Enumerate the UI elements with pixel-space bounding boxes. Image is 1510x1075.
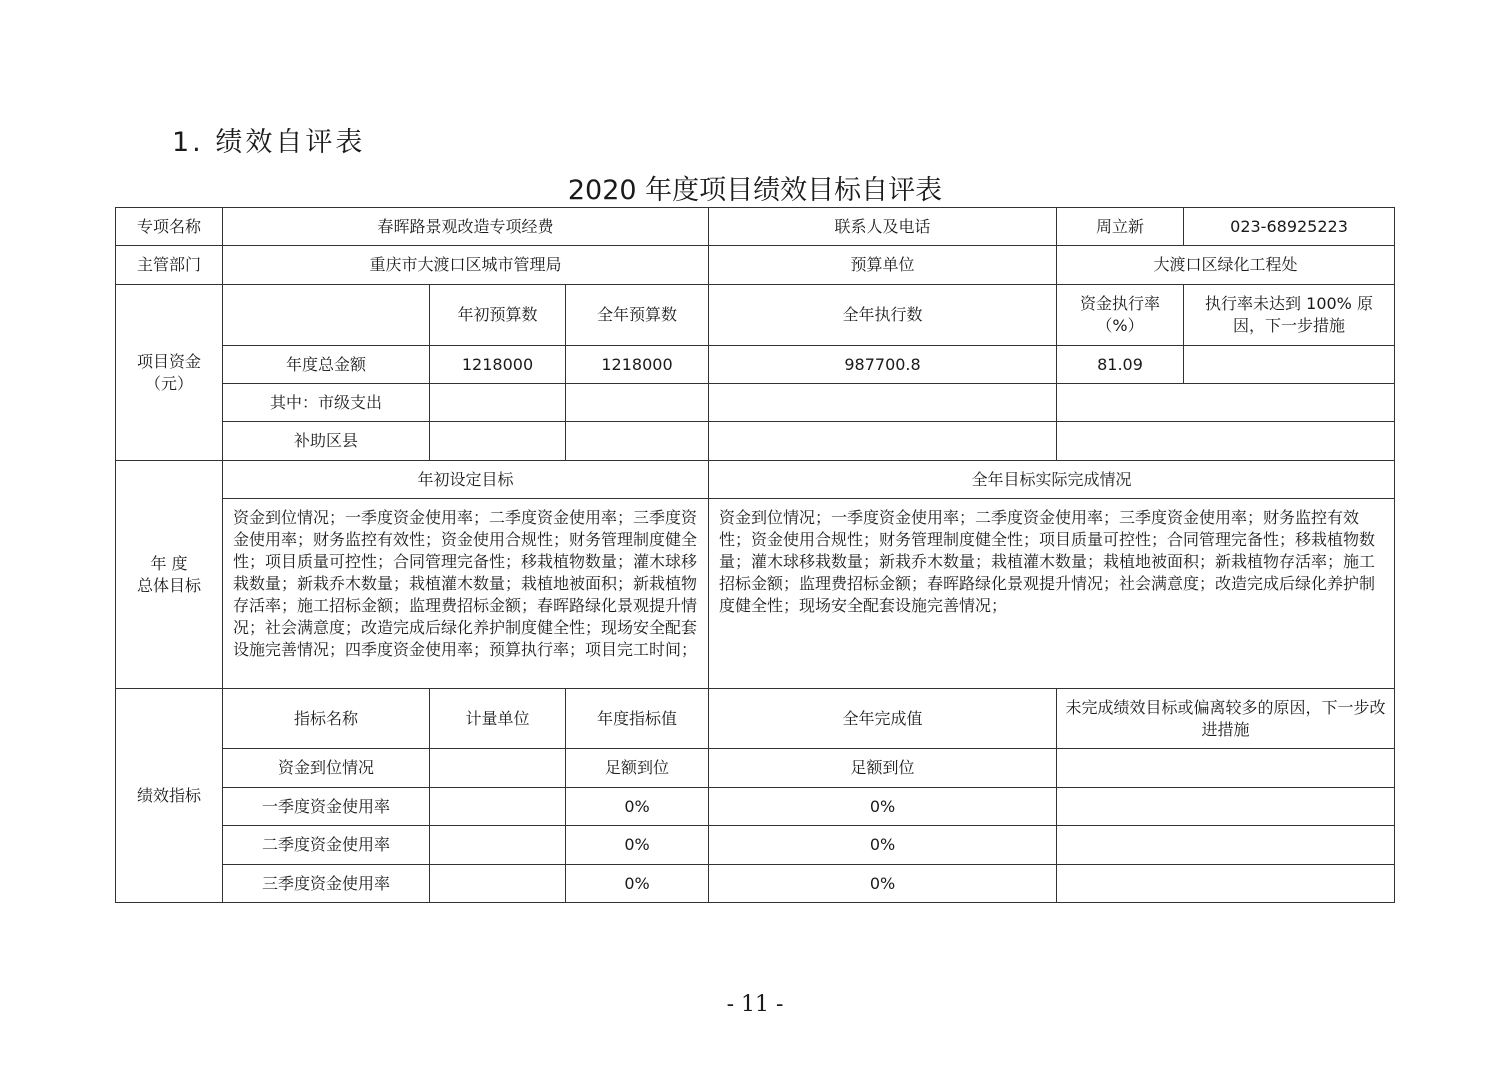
indicator-unit xyxy=(430,826,566,865)
indicator-target: 0% xyxy=(566,826,709,865)
indicator-actual: 足额到位 xyxy=(709,749,1057,788)
indicator-unit xyxy=(430,749,566,788)
indicator-target: 0% xyxy=(566,865,709,903)
funds-row-initial: 1218000 xyxy=(430,346,566,384)
funds-row-executed xyxy=(709,384,1057,422)
goals-label: 年 度 总体目标 xyxy=(116,461,223,689)
page-number: - 11 - xyxy=(726,992,784,1017)
funds-row-annual xyxy=(566,422,709,461)
funds-row-rate: 81.09 xyxy=(1057,346,1184,384)
funds-label: 项目资金 （元） xyxy=(116,285,223,461)
goals-set-text: 资金到位情况；一季度资金使用率；二季度资金使用率；三季度资金使用率；财务监控有效性；资金使用合规性；财务管理制度健全性；项目质量可控性；合同管理完备性；移栽植物数量；灌木球移栽数量；新栽乔木数量；栽植灌木数量；栽植地被面积；新栽植物存活率；施工招标金额；监理费招标金额；春晖路绿化景观提升情况；社会满意度；改造完成后绿化养护制度健全性；现场安全配套设施完善情况；四季度资金使用率；预算执行率；项目完工时间； xyxy=(223,499,709,689)
goals-set-header: 年初设定目标 xyxy=(223,461,709,499)
indicator-name: 三季度资金使用率 xyxy=(223,865,430,903)
funds-header-executed: 全年执行数 xyxy=(709,285,1057,346)
funds-row-initial xyxy=(430,422,566,461)
indicator-actual: 0% xyxy=(709,865,1057,903)
contact-phone: 023-68925223 xyxy=(1184,208,1395,246)
goals-content-row xyxy=(116,499,1395,689)
contact-name: 周立新 xyxy=(1057,208,1184,246)
goals-actual-text: 资金到位情况；一季度资金使用率；二季度资金使用率；三季度资金使用率；财务监控有效性；资金使用合规性；财务管理制度健全性；项目质量可控性；合同管理完备性；移栽植物数量；灌木球移栽数量；新栽乔木数量；栽植灌木数量；栽植地被面积；新栽植物存活率；施工招标金额；监理费招标金额；春晖路绿化景观提升情况；社会满意度；改造完成后绿化养护制度健全性；现场安全配套设施完善情况； xyxy=(709,499,1395,689)
indicator-row xyxy=(116,826,1395,865)
budget-unit-label: 预算单位 xyxy=(709,246,1057,285)
indicator-actual: 0% xyxy=(709,826,1057,865)
funds-header-reason: 执行率未达到 100% 原因，下一步措施 xyxy=(1184,285,1395,346)
indicator-name: 资金到位情况 xyxy=(223,749,430,788)
goals-header-row xyxy=(116,461,1395,499)
funds-row-executed xyxy=(709,422,1057,461)
budget-unit-value: 大渡口区绿化工程处 xyxy=(1057,246,1395,285)
indicator-header-unit: 计量单位 xyxy=(430,689,566,749)
indicator-reason xyxy=(1057,788,1395,826)
indicator-name: 一季度资金使用率 xyxy=(223,788,430,826)
project-value: 春晖路景观改造专项经费 xyxy=(223,208,709,246)
indicator-row xyxy=(116,865,1395,903)
indicator-header-name: 指标名称 xyxy=(223,689,430,749)
funds-row-label: 其中：市级支出 xyxy=(223,384,430,422)
funds-header-rate: 资金执行率 （%） xyxy=(1057,285,1184,346)
indicator-row xyxy=(116,788,1395,826)
funds-row-rate xyxy=(1057,422,1395,461)
funds-row xyxy=(116,384,1395,422)
indicator-reason xyxy=(1057,826,1395,865)
funds-row-executed: 987700.8 xyxy=(709,346,1057,384)
indicator-target: 0% xyxy=(566,788,709,826)
funds-row-rate xyxy=(1057,384,1395,422)
goals-actual-header: 全年目标实际完成情况 xyxy=(709,461,1395,499)
funds-header-row xyxy=(116,285,1395,346)
funds-row-reason xyxy=(1184,346,1395,384)
indicators-header-row xyxy=(116,689,1395,749)
contact-label: 联系人及电话 xyxy=(709,208,1057,246)
funds-row-annual: 1218000 xyxy=(566,346,709,384)
funds-row xyxy=(116,346,1395,384)
dept-value: 重庆市大渡口区城市管理局 xyxy=(223,246,709,285)
project-label: 专项名称 xyxy=(116,208,223,246)
dept-label: 主管部门 xyxy=(116,246,223,285)
funds-header-initial: 年初预算数 xyxy=(430,285,566,346)
indicator-target: 足额到位 xyxy=(566,749,709,788)
indicator-name: 二季度资金使用率 xyxy=(223,826,430,865)
indicator-header-target: 年度指标值 xyxy=(566,689,709,749)
performance-table xyxy=(115,207,1395,903)
table-title: 2020 年度项目绩效目标自评表 xyxy=(567,175,943,206)
funds-row xyxy=(116,422,1395,461)
row-project xyxy=(116,208,1395,246)
section-title: 1. 绩效自评表 xyxy=(172,127,366,158)
funds-row-initial xyxy=(430,384,566,422)
indicator-reason xyxy=(1057,865,1395,903)
indicator-header-reason: 未完成绩效目标或偏离较多的原因，下一步改进措施 xyxy=(1057,689,1395,749)
indicator-unit xyxy=(430,865,566,903)
funds-header-blank xyxy=(223,285,430,346)
row-department xyxy=(116,246,1395,285)
indicator-header-actual: 全年完成值 xyxy=(709,689,1057,749)
funds-row-annual xyxy=(566,384,709,422)
funds-header-annual: 全年预算数 xyxy=(566,285,709,346)
funds-row-label: 补助区县 xyxy=(223,422,430,461)
indicator-unit xyxy=(430,788,566,826)
funds-row-label: 年度总金额 xyxy=(223,346,430,384)
indicator-actual: 0% xyxy=(709,788,1057,826)
indicator-row xyxy=(116,749,1395,788)
indicators-label: 绩效指标 xyxy=(116,689,223,903)
indicator-reason xyxy=(1057,749,1395,788)
